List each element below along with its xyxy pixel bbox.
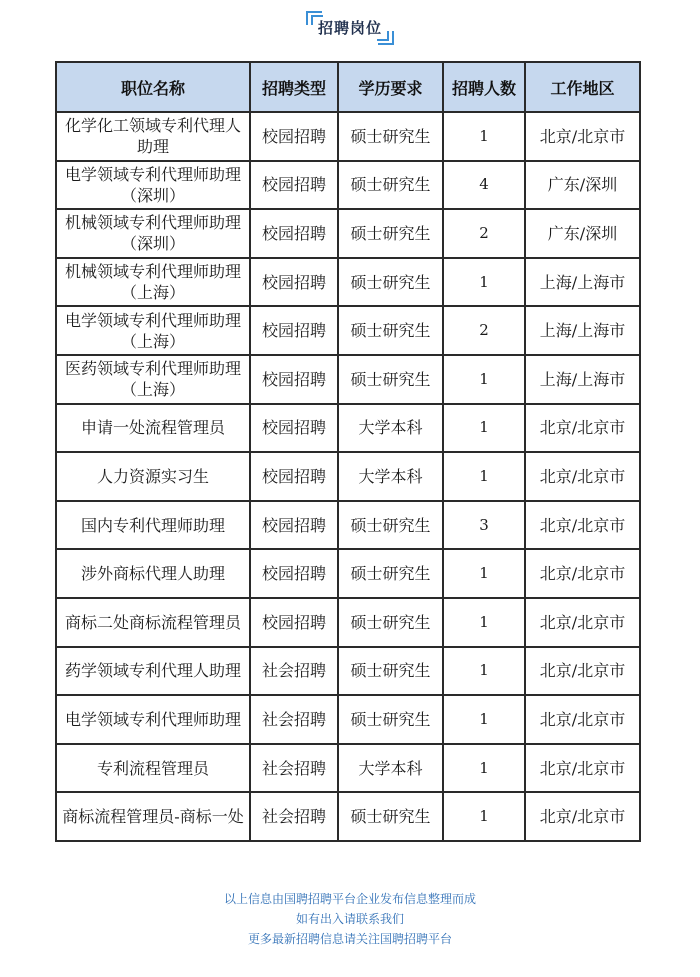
cell-position: 申请一处流程管理员 <box>56 404 250 453</box>
cell-recruit-type: 校园招聘 <box>250 112 338 161</box>
cell-location: 北京/北京市 <box>525 404 640 453</box>
cell-headcount: 4 <box>443 161 525 210</box>
cell-position: 专利流程管理员 <box>56 744 250 793</box>
header-location: 工作地区 <box>525 62 640 112</box>
table-row <box>56 647 640 696</box>
cell-recruit-type: 校园招聘 <box>250 161 338 210</box>
section-title-box <box>308 12 392 44</box>
footer-line-source: 以上信息由国聘招聘平台企业发布信息整理而成 <box>223 892 476 906</box>
cell-location: 北京/北京市 <box>525 112 640 161</box>
table-row <box>56 695 640 744</box>
cell-recruit-type: 校园招聘 <box>250 549 338 598</box>
cell-education: 硕士研究生 <box>338 209 443 258</box>
cell-location: 北京/北京市 <box>525 501 640 550</box>
cell-headcount: 1 <box>443 404 525 453</box>
cell-location: 北京/北京市 <box>525 452 640 501</box>
cell-position: 电学领域专利代理师助理（上海） <box>56 306 250 355</box>
cell-position: 电学领域专利代理师助理（深圳） <box>56 161 250 210</box>
cell-recruit-type: 校园招聘 <box>250 258 338 307</box>
table-row <box>56 306 640 355</box>
cell-headcount: 1 <box>443 598 525 647</box>
table-header-row <box>56 62 640 112</box>
cell-location: 广东/深圳 <box>525 161 640 210</box>
cell-recruit-type: 社会招聘 <box>250 792 338 841</box>
cell-recruit-type: 校园招聘 <box>250 598 338 647</box>
cell-recruit-type: 社会招聘 <box>250 695 338 744</box>
table-row <box>56 598 640 647</box>
cell-headcount: 1 <box>443 549 525 598</box>
header-position: 职位名称 <box>56 62 250 112</box>
cell-location: 上海/上海市 <box>525 355 640 404</box>
cell-headcount: 1 <box>443 744 525 793</box>
header-headcount: 招聘人数 <box>443 62 525 112</box>
table-row <box>56 549 640 598</box>
corner-decoration-bottom-right-inner <box>377 31 389 41</box>
header-education: 学历要求 <box>338 62 443 112</box>
cell-headcount: 2 <box>443 209 525 258</box>
table-row <box>56 161 640 210</box>
cell-education: 硕士研究生 <box>338 258 443 307</box>
cell-headcount: 1 <box>443 695 525 744</box>
cell-recruit-type: 社会招聘 <box>250 744 338 793</box>
cell-headcount: 1 <box>443 647 525 696</box>
cell-position: 商标二处商标流程管理员 <box>56 598 250 647</box>
cell-recruit-type: 校园招聘 <box>250 501 338 550</box>
cell-location: 上海/上海市 <box>525 258 640 307</box>
footer-line-follow: 更多最新招聘信息请关注国聘招聘平台 <box>247 932 452 946</box>
cell-headcount: 1 <box>443 258 525 307</box>
cell-position: 涉外商标代理人助理 <box>56 549 250 598</box>
cell-education: 硕士研究生 <box>338 695 443 744</box>
table-row <box>56 404 640 453</box>
table-row <box>56 452 640 501</box>
cell-education: 硕士研究生 <box>338 792 443 841</box>
cell-location: 北京/北京市 <box>525 598 640 647</box>
cell-education: 硕士研究生 <box>338 161 443 210</box>
cell-headcount: 1 <box>443 452 525 501</box>
cell-position: 机械领域专利代理师助理（深圳） <box>56 209 250 258</box>
cell-location: 北京/北京市 <box>525 647 640 696</box>
cell-recruit-type: 校园招聘 <box>250 306 338 355</box>
cell-location: 北京/北京市 <box>525 695 640 744</box>
job-positions-table <box>55 61 641 842</box>
cell-education: 硕士研究生 <box>338 306 443 355</box>
cell-education: 硕士研究生 <box>338 647 443 696</box>
cell-position: 国内专利代理师助理 <box>56 501 250 550</box>
cell-location: 北京/北京市 <box>525 549 640 598</box>
table-row <box>56 258 640 307</box>
cell-position: 商标流程管理员-商标一处 <box>56 792 250 841</box>
cell-recruit-type: 社会招聘 <box>250 647 338 696</box>
header-recruit-type: 招聘类型 <box>250 62 338 112</box>
cell-education: 硕士研究生 <box>338 355 443 404</box>
footer-notes <box>0 889 700 949</box>
cell-recruit-type: 校园招聘 <box>250 355 338 404</box>
cell-position: 药学领域专利代理人助理 <box>56 647 250 696</box>
cell-position: 化学化工领域专利代理人助理 <box>56 112 250 161</box>
cell-position: 机械领域专利代理师助理（上海） <box>56 258 250 307</box>
cell-headcount: 3 <box>443 501 525 550</box>
cell-location: 北京/北京市 <box>525 792 640 841</box>
table-row <box>56 355 640 404</box>
cell-education: 大学本科 <box>338 452 443 501</box>
cell-education: 硕士研究生 <box>338 112 443 161</box>
cell-position: 医药领域专利代理师助理（上海） <box>56 355 250 404</box>
cell-location: 上海/上海市 <box>525 306 640 355</box>
cell-headcount: 1 <box>443 792 525 841</box>
table-row <box>56 112 640 161</box>
cell-education: 硕士研究生 <box>338 549 443 598</box>
cell-headcount: 1 <box>443 112 525 161</box>
cell-position: 人力资源实习生 <box>56 452 250 501</box>
section-title-wrap <box>0 12 700 44</box>
cell-headcount: 2 <box>443 306 525 355</box>
cell-recruit-type: 校园招聘 <box>250 452 338 501</box>
table-row <box>56 792 640 841</box>
cell-education: 大学本科 <box>338 404 443 453</box>
cell-recruit-type: 校园招聘 <box>250 404 338 453</box>
table-row <box>56 501 640 550</box>
cell-education: 硕士研究生 <box>338 501 443 550</box>
section-title: 招聘岗位 <box>317 19 382 37</box>
cell-position: 电学领域专利代理师助理 <box>56 695 250 744</box>
corner-decoration-top-left-inner <box>311 15 323 25</box>
cell-headcount: 1 <box>443 355 525 404</box>
table-row <box>56 209 640 258</box>
cell-education: 硕士研究生 <box>338 598 443 647</box>
cell-location: 广东/深圳 <box>525 209 640 258</box>
cell-education: 大学本科 <box>338 744 443 793</box>
cell-recruit-type: 校园招聘 <box>250 209 338 258</box>
cell-location: 北京/北京市 <box>525 744 640 793</box>
table-row <box>56 744 640 793</box>
footer-line-contact: 如有出入请联系我们 <box>295 912 404 926</box>
